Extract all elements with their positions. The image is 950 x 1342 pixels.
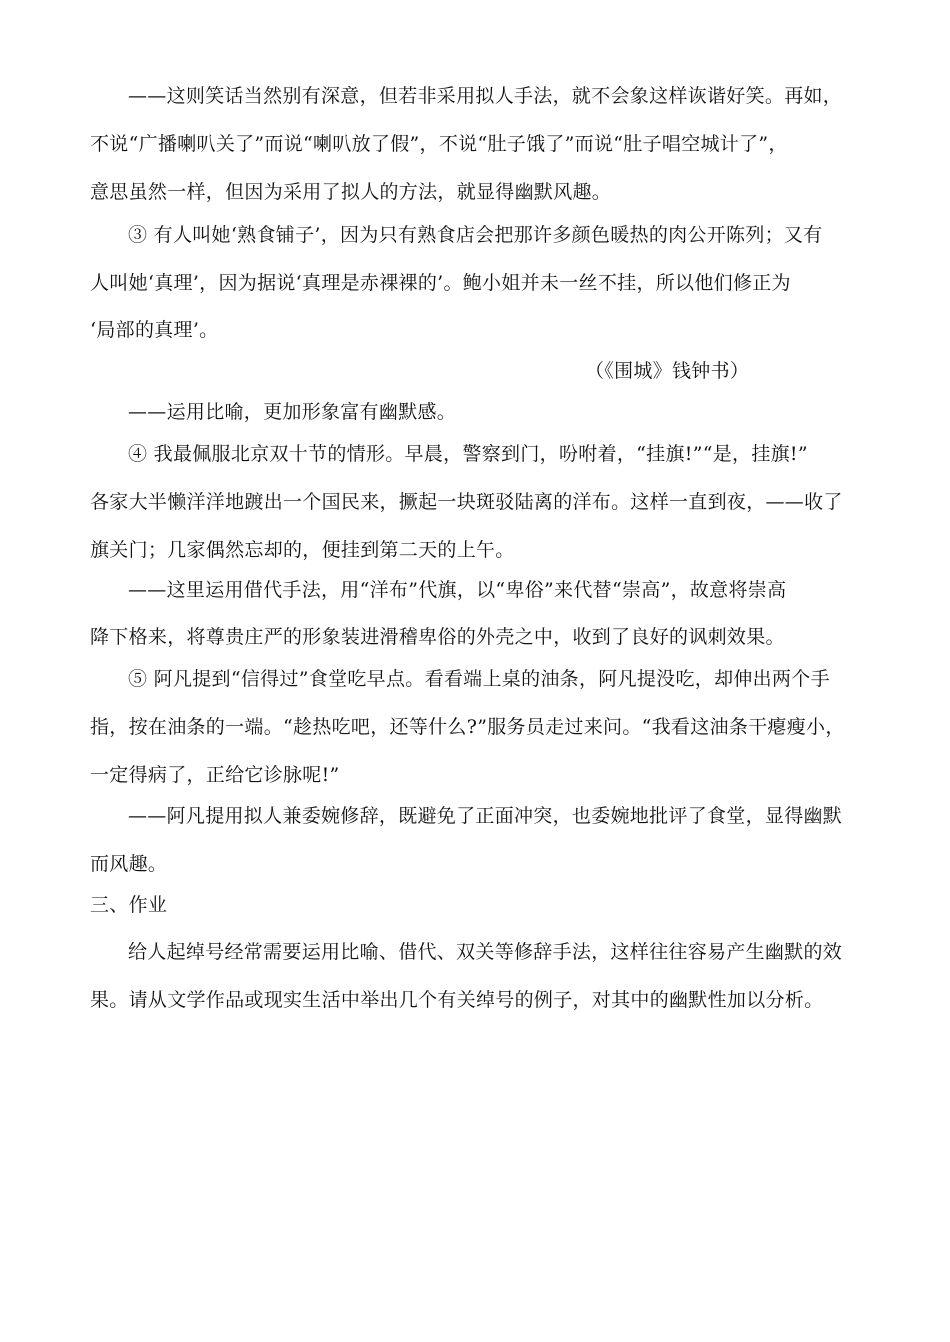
text-line: 指，按在油条的一端。“趁热吃吧，还等什么?”服务员走过来问。“我看这油条干瘪瘦小， [90,716,845,738]
text-line: 人叫她‘真理’，因为据说‘真理是赤裸裸的’。鲍小姐并未一丝不挂，所以他们修正为 [90,272,791,294]
text-line: 各家大半懒洋洋地踱出一个国民来，撅起一块斑驳陆离的洋布。这样一直到夜，——收了 [90,491,843,513]
text-line: ④ 我最佩服北京双十节的情形。早晨，警察到门，吩咐着，“挂旗!”“是，挂旗!” [128,443,808,465]
text-line: ③ 有人叫她‘熟食铺子’，因为只有熟食店会把那许多颜色暖热的肉公开陈列；又有 [128,224,823,246]
text-line: 意思虽然一样，但因为采用了拟人的方法，就显得幽默风趣。 [90,181,612,203]
text-line: 旗关门；几家偶然忘却的，便挂到第二天的上午。 [90,539,515,561]
text-line: ⑤ 阿凡提到“信得过”食堂吃早点。看看端上桌的油条，阿凡提没吃，却伸出两个手 [128,668,830,690]
section-heading: 三、作业 [90,894,168,916]
text-line: 而风趣。 [90,853,168,875]
text-line: ——运用比喻，更加形象富有幽默感。 [128,401,457,423]
text-line: 果。请从文学作品或现实生活中举出几个有关绰号的例子，对其中的幽默性加以分析。 [90,989,824,1011]
text-line: 降下格来，将尊贵庄严的形象装进滑稽卑俗的外壳之中，收到了良好的讽刺效果。 [90,626,785,648]
text-line: ‘局部的真理’。 [90,319,219,341]
citation: （《围城》钱钟书） [585,360,750,382]
text-line: 一定得病了，正给它诊脉呢!” [90,764,340,786]
text-line: 给人起绰号经常需要运用比喻、借代、双关等修辞手法，这样往往容易产生幽默的效 [128,941,843,963]
text-line: ——这里运用借代手法，用“洋布”代旗，以“卑俗”来代替“崇高”，故意将崇高 [128,579,787,601]
text-line: ——阿凡提用拟人兼委婉修辞，既避免了正面冲突，也委婉地批评了食堂，显得幽默 [128,805,843,827]
text-line: 不说“广播喇叭关了”而说“喇叭放了假”，不说“肚子饿了”而说“肚子唱空城计了”， [90,133,788,155]
text-line: ——这则笑话当然别有深意，但若非采用拟人手法，就不会象这样诙谐好笑。再如， [128,85,843,107]
